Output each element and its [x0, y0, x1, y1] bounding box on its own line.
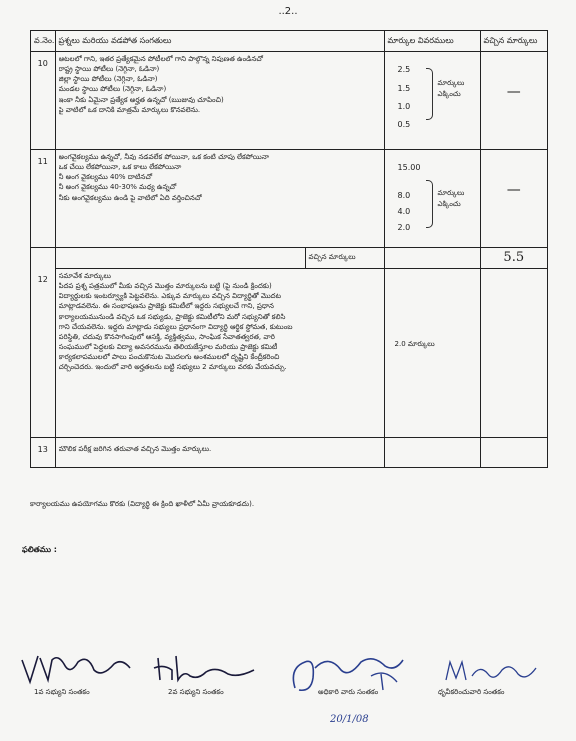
- table-row: [31, 150, 548, 248]
- obtained-value: —: [506, 84, 521, 100]
- row-questions: [55, 150, 384, 248]
- subtotal-value: 5.5: [481, 248, 547, 269]
- signature-4-label: ధృవీకరించువారి సంతకం: [438, 688, 505, 696]
- signature-1-label: 1వ సభ్యుని సంతకం: [34, 688, 90, 696]
- marks-table: [30, 30, 548, 468]
- question-line: జిల్లా స్థాయి పోటీలు (నెగ్గినా, ఓడినా): [58, 75, 158, 84]
- mark-value: 2.5: [397, 65, 411, 74]
- row-marks: [384, 52, 480, 150]
- header-questions: ప్రశ్నలు మరియు వడపోత సంగతులు: [55, 31, 384, 52]
- row-obtained: [480, 438, 547, 468]
- question-line: పై వాటిలో ఒక దానికి మాత్రమే మార్కులు కొనవలెను.: [58, 105, 201, 114]
- row-questions: [55, 52, 384, 150]
- row-sno: 10: [31, 52, 56, 150]
- question-line: నీ అంగ వైకల్యము 40% దాటినచో: [58, 173, 153, 182]
- table-row: [31, 438, 548, 468]
- row-questions: [55, 438, 384, 468]
- signature-1-icon: [18, 650, 138, 686]
- table-header-row: [31, 31, 548, 52]
- brace-icon: [426, 180, 433, 228]
- question-line: ఇంకా నీకు ఏమైనా ప్రత్యేక అర్హత ఉన్నచో (ఋజువు చూపించి): [58, 95, 224, 104]
- table-row: [31, 52, 548, 150]
- row-obtained: [480, 248, 547, 438]
- signature-2-icon: [150, 650, 260, 686]
- row-questions: [55, 248, 384, 438]
- question-line: పిదప ప్రశ్న పత్రములో మీకు వచ్చిన మొత్తం మార్కులను బట్టి (పై నుండి క్రిందకు): [58, 282, 272, 291]
- question-line: మౌలిక పరీక్ష జరిగిన తరువాత వచ్చిన మొత్తం మార్కులు.: [58, 445, 212, 453]
- row-sno: 11: [31, 150, 56, 248]
- obtained-value: —: [506, 182, 521, 198]
- question-line: అంగవైకల్యము ఉన్నచో, నీవు నడవలేక పోయినా, ఒక కంటి చూపు లేకపోయినా: [58, 153, 270, 161]
- question-line: గాని చేయవలెను. ఇద్దరు మాట్లాడు సభ్యులు ప్రధానంగా విద్యార్థి ఆర్థిక స్థోమత, కుటుంబ: [58, 322, 293, 331]
- row-obtained: [480, 150, 547, 248]
- header-marks-details: మార్కుల వివరములు: [384, 31, 480, 52]
- marks-unit: మార్కులు ఎక్కించు: [437, 189, 465, 208]
- mark-value: 1.0: [397, 102, 411, 111]
- mark-value: 2.0 మార్కులు: [394, 340, 435, 348]
- question-line: రాష్ట్ర స్థాయి పోటీలు (నెగ్గినా, ఓడినా): [58, 65, 160, 74]
- mark-value: 8.0: [397, 191, 411, 200]
- row-marks: [384, 438, 480, 468]
- office-use-note: కార్యాలయము ఉపయోగము కొరకు (విద్యార్థి ఈ క్రింది ఖాళీలో ఏమీ వ్రాయకూడదు).: [30, 500, 255, 508]
- question-line: సమావేశ మార్కులు: [58, 272, 111, 280]
- row-sno: 12: [31, 248, 56, 438]
- table-row: [31, 248, 548, 438]
- mark-value: 4.0: [397, 207, 411, 216]
- mark-value: 15.00: [397, 163, 421, 172]
- row-marks: [384, 248, 480, 438]
- question-line: ఆటలలో గాని, ఇతర ప్రత్యేకమైన పోటీలలో గాని పాల్గొన్న నిపుణత ఉండినచో: [58, 55, 263, 63]
- subtotal-label: వచ్చిన మార్కులు: [305, 248, 384, 268]
- subtotal-bar: [56, 248, 384, 269]
- question-line: కార్యాలయమునుండి వచ్చిన ఒక సభ్యుడు, ప్రాజెక్టు కమిటీలోని మరో సభ్యునితో కలిసి: [58, 312, 286, 321]
- marks-unit: మార్కులు ఎక్కించు: [437, 79, 465, 98]
- header-sno: వ.నెం.: [31, 31, 56, 52]
- row-marks: [384, 150, 480, 248]
- signature-3-label: అధికారి వారు సంతకం: [318, 688, 379, 696]
- mark-value: 1.5: [397, 84, 411, 93]
- question-line: మండల స్థాయి పోటీలు (నెగ్గినా, ఓడినా): [58, 85, 167, 94]
- question-line: సంఘములో పెద్దలకు విద్యా అవసరమును తెలియజేస్తూల మరియు ప్రాజెక్టు కమిటీ: [58, 342, 278, 351]
- signature-3-date: 20/1/08: [330, 714, 369, 725]
- question-line: నీ అంగ వైకల్యము 40-30% మధ్య ఉన్నచో: [58, 183, 177, 192]
- page-number: ..2..: [278, 6, 298, 17]
- mark-value: 2.0: [397, 223, 411, 232]
- question-line: నీకు అంగవైకల్యము ఉండి పై వాటిలో ఏది వర్తించినచో: [58, 193, 202, 202]
- mark-value: 0.5: [397, 120, 411, 129]
- signature-2-label: 2వ సభ్యుని సంతకం: [168, 688, 224, 696]
- question-line: విద్యార్థులకు ఇంటర్వ్యూకి పెట్టవలెను. ఎక్కువ మార్కులు వచ్చిన విద్యార్థితో మొదట: [58, 292, 282, 301]
- signature-4-icon: [440, 654, 540, 688]
- header-obtained: వచ్చిన మార్కులు: [480, 31, 547, 52]
- question-line: పరిస్థితి, చదువు కొనసాగింపులో ఆసక్తి, వ్యక్తిత్వము, సాంఘిక సేవాతత్వరత, వారి: [58, 332, 275, 341]
- brace-icon: [426, 68, 433, 120]
- question-line: ఒక చేయి లేకపోయినా, ఒక కాలు లేకపోయినా: [58, 163, 182, 172]
- row-sno: 13: [31, 438, 56, 468]
- question-line: చర్చించెదరు. ఇందులో వారి అర్హతలను బట్టి సభ్యులు 2 మార్కులు వరకు వేయవచ్చు.: [58, 363, 287, 372]
- result-label: ఫలితము :: [22, 545, 57, 554]
- row-obtained: [480, 52, 547, 150]
- question-line: మాట్లాడవలెను. ఈ సంభాషణను ప్రాజెక్టు కమిటీలో ఇద్దరు సభ్యులచే గాని, ప్రధాన: [58, 302, 274, 311]
- question-line: కార్యకలాపములలో పాలు పంచుకొనుట మొదలగు అంశములలో దృష్టిని కేంద్రీకరించి: [58, 353, 280, 362]
